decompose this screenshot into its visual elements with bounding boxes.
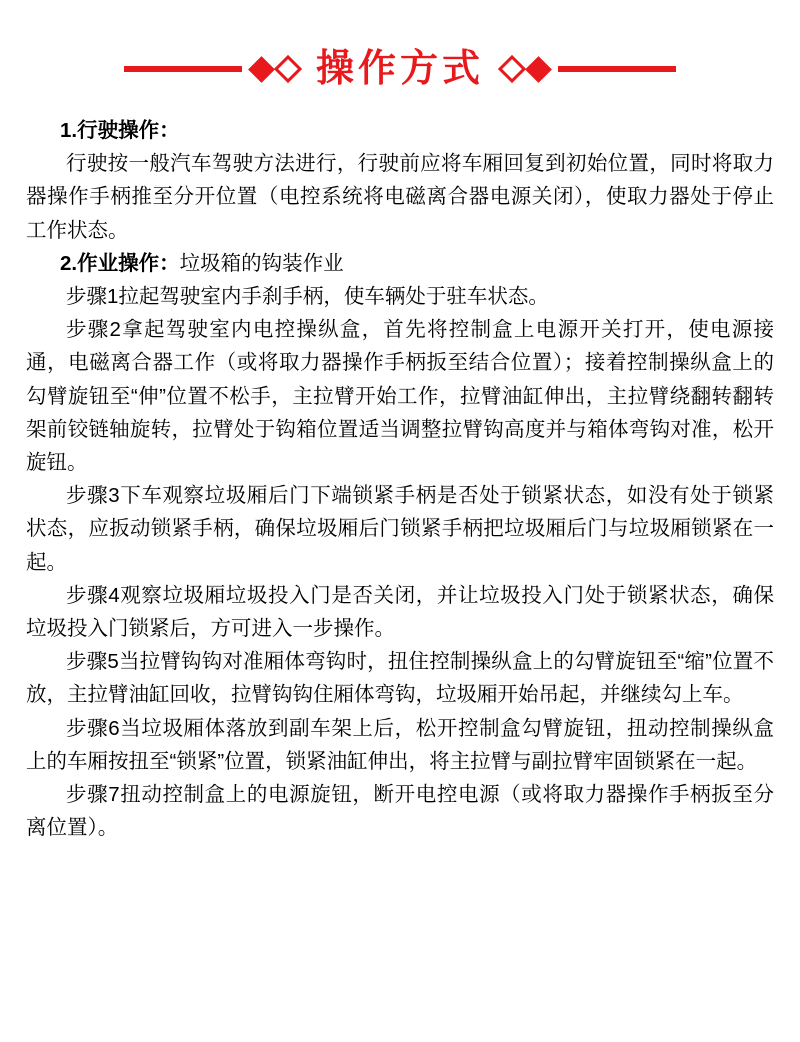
diamond-hollow-icon (498, 55, 526, 83)
diamond-solid-icon (248, 56, 275, 83)
diamond-solid-icon (525, 56, 552, 83)
section-2-heading (26, 247, 774, 280)
step-item: 步骤1拉起驾驶室内手刹手柄，使车辆处于驻车状态。 (66, 285, 549, 309)
document-body (0, 96, 800, 844)
step-item: 步骤5当拉臂钩钩对准厢体弯钩时，扭住控制操纵盒上的勾臂旋钮至“缩”位置不放，主拉臂油缸回收，拉臂钩钩住厢体弯钩，垃圾厢开始吊起，并继续勾上车。 (26, 650, 774, 707)
section-2-heading-subject: 垃圾箱的钩装作业 (179, 251, 344, 275)
step-item: 步骤4观察垃圾厢垃圾投入门是否关闭，并让垃圾投入门处于锁紧状态，确保垃圾投入门锁紧后，方可进入一步操作。 (26, 583, 774, 641)
title-rule-left (124, 66, 242, 72)
step-item: 步骤3下车观察垃圾厢后门下端锁紧手柄是否处于锁紧状态，如没有处于锁紧状态，应扳动锁紧手柄，确保垃圾厢后门锁紧手柄把垃圾厢后门与垃圾厢锁紧在一起。 (26, 484, 774, 574)
title-rule-right (558, 66, 676, 72)
step-item: 步骤2拿起驾驶室内电控操纵盒，首先将控制盒上电源开关打开，使电源接通，电磁离合器工作（或将取力器操作手柄扳至结合位置）；接着控制操纵盒上的勾臂旋钮至“伸”位置不松手，主拉臂开始工作，拉臂油缸伸出，主拉臂绕翻转翻转架前铰链轴旋转，拉臂处于钩箱位置适当调整拉臂钩高度并与箱体弯钩对准，松开旋钮。 (26, 318, 774, 475)
section-1-paragraph: 行驶按一般汽车驾驶方法进行，行驶前应将车厢回复到初始位置，同时将取力器操作手柄推至分开位置（电控系统将电磁离合器电源关闭），使取力器处于停止工作状态。 (26, 152, 774, 242)
document-page (0, 42, 800, 1042)
section-1-heading: 1.行驶操作： (60, 119, 180, 142)
step-item: 步骤6当垃圾厢体落放到副车架上后，松开控制盒勾臂旋钮，扭动控制操纵盒上的车厢按扭至“锁紧”位置，锁紧油缸伸出，将主拉臂与副拉臂牢固锁紧在一起。 (26, 716, 774, 773)
step-item: 步骤7扭动控制盒上的电源旋钮，断开电控电源（或将取力器操作手柄扳至分离位置）。 (26, 783, 774, 840)
section-2-heading-label: 2.作业操作： (60, 251, 180, 275)
page-title-banner (0, 42, 800, 96)
title-diamonds-right (502, 59, 548, 79)
title-diamonds-left (252, 59, 298, 79)
page-title: 操作方式 (315, 48, 484, 90)
diamond-hollow-icon (274, 55, 302, 83)
